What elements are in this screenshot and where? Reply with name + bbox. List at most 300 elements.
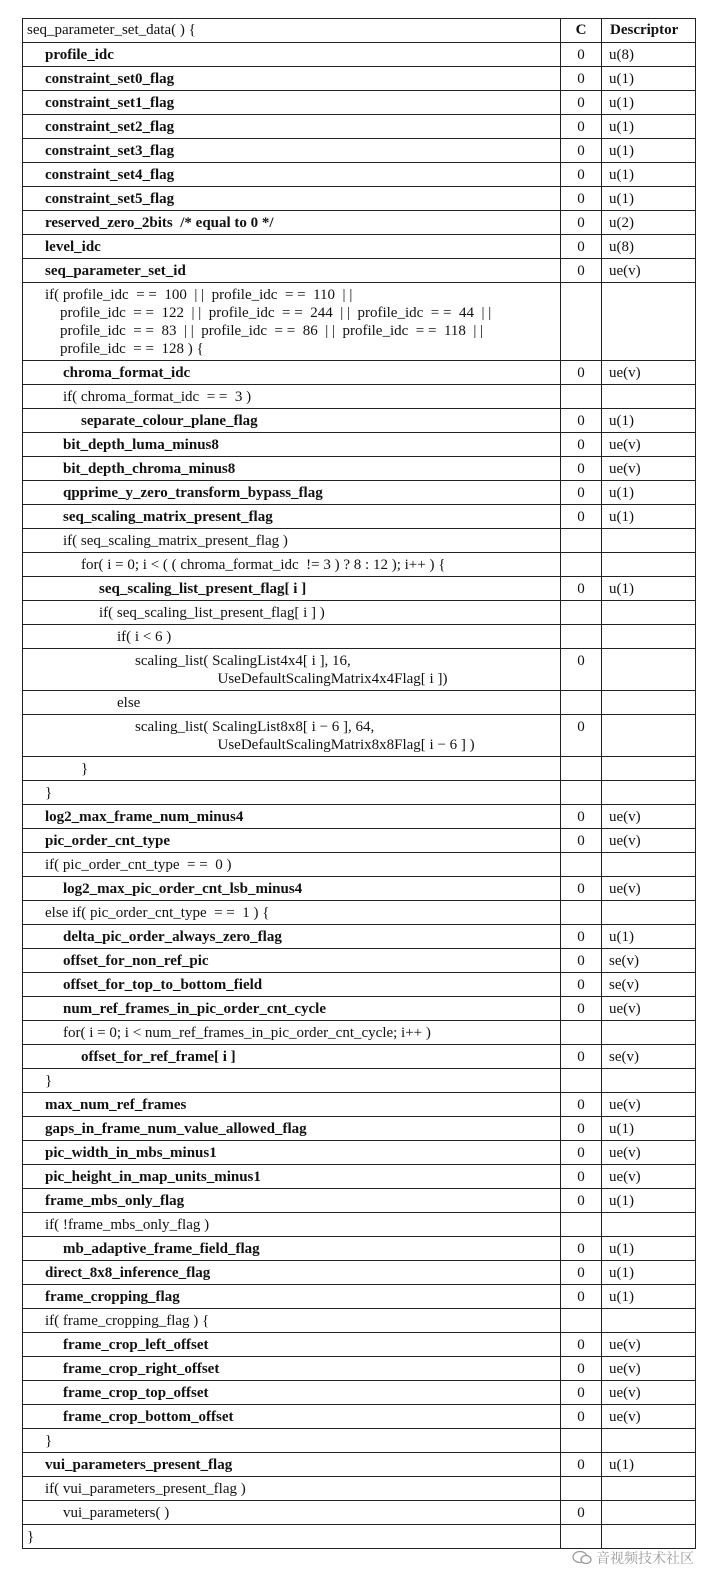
syntax-cell — [23, 211, 561, 235]
table-row — [23, 1333, 696, 1357]
syntax-element: pic_height_in_map_units_minus1 — [45, 1169, 261, 1185]
table-row — [23, 1213, 696, 1237]
table-header-row — [23, 19, 696, 43]
descriptor-cell — [602, 901, 696, 925]
descriptor-cell: ue(v) — [602, 1405, 696, 1429]
table-row — [23, 925, 696, 949]
category-cell: 0 — [561, 139, 602, 163]
syntax-element: frame_mbs_only_flag — [45, 1193, 185, 1209]
descriptor-cell: ue(v) — [602, 457, 696, 481]
syntax-cell — [23, 757, 561, 781]
category-cell — [561, 1213, 602, 1237]
descriptor-cell: u(1) — [602, 67, 696, 91]
syntax-header: seq_parameter_set_data( ) { — [23, 19, 561, 43]
watermark — [572, 1548, 694, 1568]
syntax-cell — [23, 553, 561, 577]
category-cell: 0 — [561, 361, 602, 385]
syntax-cell — [23, 853, 561, 877]
category-cell — [561, 1525, 602, 1549]
syntax-element: constraint_set5_flag — [45, 191, 175, 207]
category-cell: 0 — [561, 433, 602, 457]
table-row — [23, 529, 696, 553]
category-cell: 0 — [561, 649, 602, 691]
syntax-cell — [23, 601, 561, 625]
table-row — [23, 187, 696, 211]
table-row — [23, 1069, 696, 1093]
descriptor-cell: ue(v) — [602, 997, 696, 1021]
category-cell: 0 — [561, 481, 602, 505]
table-row — [23, 1285, 696, 1309]
table-row — [23, 1405, 696, 1429]
category-cell: 0 — [561, 949, 602, 973]
category-cell: 0 — [561, 1093, 602, 1117]
syntax-cell — [23, 1021, 561, 1045]
category-cell: 0 — [561, 829, 602, 853]
category-cell: 0 — [561, 997, 602, 1021]
syntax-element: } — [45, 1433, 53, 1449]
table-row — [23, 781, 696, 805]
descriptor-cell: u(1) — [602, 1237, 696, 1261]
category-cell: 0 — [561, 91, 602, 115]
table-row — [23, 1093, 696, 1117]
syntax-cell — [23, 1429, 561, 1453]
syntax-element: bit_depth_luma_minus8 — [63, 437, 219, 453]
syntax-element: } — [27, 1529, 35, 1545]
syntax-element: chroma_format_idc — [63, 365, 191, 381]
category-cell — [561, 625, 602, 649]
syntax-cell — [23, 715, 561, 757]
syntax-element: if( pic_order_cnt_type = = 0 ) — [45, 857, 232, 873]
syntax-cell — [23, 973, 561, 997]
table-row — [23, 1045, 696, 1069]
descriptor-cell — [602, 1213, 696, 1237]
syntax-element: if( i < 6 ) — [117, 629, 172, 645]
category-cell: 0 — [561, 235, 602, 259]
syntax-comment: /* equal to 0 */ — [172, 215, 274, 231]
syntax-cell — [23, 91, 561, 115]
category-cell: 0 — [561, 1333, 602, 1357]
category-cell: 0 — [561, 211, 602, 235]
syntax-element: scaling_list( ScalingList4x4[ i ], 16, UseDefaultScalingMatrix4x4Flag[ i ]) — [135, 653, 448, 687]
table-row — [23, 553, 696, 577]
descriptor-cell: se(v) — [602, 973, 696, 997]
descriptor-cell — [602, 715, 696, 757]
descriptor-cell — [602, 691, 696, 715]
syntax-element: log2_max_pic_order_cnt_lsb_minus4 — [63, 881, 303, 897]
syntax-element: seq_parameter_set_id — [45, 263, 186, 279]
table-row — [23, 625, 696, 649]
syntax-cell — [23, 529, 561, 553]
syntax-element: vui_parameters_present_flag — [45, 1457, 233, 1473]
category-cell: 0 — [561, 973, 602, 997]
table-row — [23, 361, 696, 385]
category-cell: 0 — [561, 1285, 602, 1309]
category-cell: 0 — [561, 1141, 602, 1165]
table-row — [23, 1309, 696, 1333]
syntax-cell — [23, 1285, 561, 1309]
category-cell: 0 — [561, 1045, 602, 1069]
category-cell — [561, 1477, 602, 1501]
descriptor-header: Descriptor — [602, 19, 696, 43]
table-row — [23, 1237, 696, 1261]
syntax-element: bit_depth_chroma_minus8 — [63, 461, 236, 477]
table-row — [23, 577, 696, 601]
syntax-cell — [23, 877, 561, 901]
syntax-element: if( vui_parameters_present_flag ) — [45, 1481, 246, 1497]
descriptor-cell: se(v) — [602, 1045, 696, 1069]
table-row — [23, 805, 696, 829]
syntax-cell — [23, 1165, 561, 1189]
descriptor-cell — [602, 529, 696, 553]
category-cell — [561, 853, 602, 877]
table-row — [23, 1021, 696, 1045]
table-row — [23, 715, 696, 757]
syntax-element: num_ref_frames_in_pic_order_cnt_cycle — [63, 1001, 326, 1017]
category-cell: 0 — [561, 1453, 602, 1477]
table-row — [23, 877, 696, 901]
syntax-element: constraint_set3_flag — [45, 143, 175, 159]
table-row — [23, 691, 696, 715]
syntax-cell — [23, 1069, 561, 1093]
syntax-cell — [23, 1093, 561, 1117]
table-row — [23, 1141, 696, 1165]
descriptor-cell: u(2) — [602, 211, 696, 235]
syntax-cell — [23, 949, 561, 973]
syntax-element: scaling_list( ScalingList8x8[ i − 6 ], 64, UseDefaultScalingMatrix8x8Flag[ i − 6 ] ) — [135, 719, 475, 753]
table-row — [23, 1117, 696, 1141]
table-row — [23, 901, 696, 925]
syntax-cell — [23, 385, 561, 409]
descriptor-cell: ue(v) — [602, 259, 696, 283]
syntax-element: qpprime_y_zero_transform_bypass_flag — [63, 485, 323, 501]
syntax-cell — [23, 433, 561, 457]
syntax-cell — [23, 691, 561, 715]
syntax-element: constraint_set0_flag — [45, 71, 175, 87]
category-header: C — [561, 19, 602, 43]
category-cell: 0 — [561, 67, 602, 91]
syntax-element: } — [45, 1073, 53, 1089]
descriptor-cell: ue(v) — [602, 829, 696, 853]
syntax-cell — [23, 457, 561, 481]
syntax-cell — [23, 577, 561, 601]
syntax-cell — [23, 235, 561, 259]
syntax-cell — [23, 1381, 561, 1405]
descriptor-cell — [602, 1309, 696, 1333]
syntax-cell — [23, 781, 561, 805]
syntax-element: for( i = 0; i < ( ( chroma_format_idc != 3 ) ? 8 : 12 ); i++ ) { — [81, 557, 446, 573]
syntax-element: if( seq_scaling_matrix_present_flag ) — [63, 533, 288, 549]
syntax-cell — [23, 901, 561, 925]
table-row — [23, 853, 696, 877]
category-cell: 0 — [561, 1405, 602, 1429]
table-row — [23, 601, 696, 625]
syntax-element: constraint_set2_flag — [45, 119, 175, 135]
syntax-element: frame_crop_right_offset — [63, 1361, 220, 1377]
syntax-cell — [23, 625, 561, 649]
syntax-cell — [23, 1501, 561, 1525]
syntax-element: frame_crop_left_offset — [63, 1337, 209, 1353]
syntax-element: } — [45, 785, 53, 801]
syntax-element: mb_adaptive_frame_field_flag — [63, 1241, 260, 1257]
descriptor-cell: u(1) — [602, 481, 696, 505]
table-row — [23, 1429, 696, 1453]
descriptor-cell — [602, 283, 696, 361]
category-cell — [561, 1021, 602, 1045]
category-cell: 0 — [561, 1165, 602, 1189]
category-cell: 0 — [561, 409, 602, 433]
descriptor-cell: ue(v) — [602, 1333, 696, 1357]
syntax-cell — [23, 43, 561, 67]
syntax-element: max_num_ref_frames — [45, 1097, 187, 1113]
syntax-cell — [23, 1309, 561, 1333]
category-cell: 0 — [561, 163, 602, 187]
syntax-element: for( i = 0; i < num_ref_frames_in_pic_order_cnt_cycle; i++ ) — [63, 1025, 431, 1041]
category-cell: 0 — [561, 1357, 602, 1381]
syntax-element: constraint_set1_flag — [45, 95, 175, 111]
descriptor-cell: ue(v) — [602, 1165, 696, 1189]
category-cell: 0 — [561, 187, 602, 211]
syntax-cell — [23, 1405, 561, 1429]
category-cell — [561, 691, 602, 715]
syntax-cell — [23, 409, 561, 433]
category-cell: 0 — [561, 925, 602, 949]
syntax-cell — [23, 1525, 561, 1549]
descriptor-cell: se(v) — [602, 949, 696, 973]
descriptor-cell: u(1) — [602, 139, 696, 163]
wechat-icon — [572, 1551, 592, 1565]
category-cell: 0 — [561, 43, 602, 67]
table-row — [23, 1261, 696, 1285]
syntax-element: if( profile_idc = = 100 | | profile_idc = = 110 | | profile_idc = = 122 | | profile_idc = = 244 | | profile_idc = = 44 | | profile_idc = = 83 | | profile_idc = = 86 | | profile_idc = = 118 | | profile_idc = = 128 ) { — [45, 287, 492, 357]
category-cell — [561, 757, 602, 781]
category-cell — [561, 1069, 602, 1093]
syntax-element: frame_crop_bottom_offset — [63, 1409, 234, 1425]
descriptor-cell — [602, 1501, 696, 1525]
table-row — [23, 259, 696, 283]
syntax-element: seq_scaling_matrix_present_flag — [63, 509, 273, 525]
syntax-element: offset_for_non_ref_pic — [63, 953, 209, 969]
table-row — [23, 1381, 696, 1405]
syntax-element: profile_idc — [45, 47, 114, 63]
syntax-cell — [23, 1261, 561, 1285]
syntax-element: reserved_zero_2bits — [45, 215, 173, 231]
descriptor-cell: u(1) — [602, 1285, 696, 1309]
syntax-element: offset_for_top_to_bottom_field — [63, 977, 263, 993]
descriptor-cell: ue(v) — [602, 1093, 696, 1117]
category-cell — [561, 529, 602, 553]
table-row — [23, 997, 696, 1021]
descriptor-cell: u(8) — [602, 235, 696, 259]
syntax-cell — [23, 1237, 561, 1261]
descriptor-cell: u(1) — [602, 1117, 696, 1141]
descriptor-cell: u(1) — [602, 577, 696, 601]
table-row — [23, 505, 696, 529]
table-row — [23, 829, 696, 853]
syntax-element: else — [117, 695, 141, 711]
descriptor-cell — [602, 757, 696, 781]
descriptor-cell: u(1) — [602, 1189, 696, 1213]
syntax-cell — [23, 1045, 561, 1069]
descriptor-cell: u(1) — [602, 505, 696, 529]
table-row — [23, 1453, 696, 1477]
table-row — [23, 163, 696, 187]
category-cell: 0 — [561, 1501, 602, 1525]
category-cell — [561, 781, 602, 805]
syntax-element: log2_max_frame_num_minus4 — [45, 809, 244, 825]
category-cell — [561, 1429, 602, 1453]
category-cell — [561, 385, 602, 409]
syntax-cell — [23, 115, 561, 139]
syntax-cell — [23, 649, 561, 691]
table-row — [23, 139, 696, 163]
descriptor-cell: ue(v) — [602, 1357, 696, 1381]
syntax-element: direct_8x8_inference_flag — [45, 1265, 211, 1281]
table-row — [23, 283, 696, 361]
table-row — [23, 481, 696, 505]
syntax-cell — [23, 1117, 561, 1141]
syntax-cell — [23, 259, 561, 283]
table-row — [23, 67, 696, 91]
syntax-element: offset_for_ref_frame[ i ] — [81, 1049, 236, 1065]
descriptor-cell — [602, 781, 696, 805]
descriptor-cell — [602, 1429, 696, 1453]
descriptor-cell — [602, 1021, 696, 1045]
syntax-cell — [23, 187, 561, 211]
table-row — [23, 1165, 696, 1189]
syntax-element: delta_pic_order_always_zero_flag — [63, 929, 282, 945]
descriptor-cell: u(1) — [602, 163, 696, 187]
table-row — [23, 457, 696, 481]
table-row — [23, 433, 696, 457]
descriptor-cell — [602, 553, 696, 577]
category-cell — [561, 553, 602, 577]
category-cell: 0 — [561, 115, 602, 139]
descriptor-cell — [602, 1069, 696, 1093]
syntax-element: vui_parameters( ) — [63, 1505, 170, 1521]
category-cell: 0 — [561, 259, 602, 283]
descriptor-cell: u(1) — [602, 115, 696, 139]
syntax-cell — [23, 1357, 561, 1381]
table-row — [23, 115, 696, 139]
descriptor-cell — [602, 1477, 696, 1501]
syntax-element: if( frame_cropping_flag ) { — [45, 1313, 210, 1329]
descriptor-cell: ue(v) — [602, 1141, 696, 1165]
table-row — [23, 1477, 696, 1501]
syntax-cell — [23, 829, 561, 853]
syntax-element: else if( pic_order_cnt_type = = 1 ) { — [45, 905, 270, 921]
category-cell: 0 — [561, 877, 602, 901]
syntax-element: constraint_set4_flag — [45, 167, 175, 183]
syntax-element: frame_cropping_flag — [45, 1289, 180, 1305]
syntax-cell — [23, 1141, 561, 1165]
category-cell: 0 — [561, 577, 602, 601]
table-row — [23, 1189, 696, 1213]
category-cell: 0 — [561, 505, 602, 529]
syntax-cell — [23, 67, 561, 91]
descriptor-cell — [602, 853, 696, 877]
descriptor-cell: ue(v) — [602, 805, 696, 829]
syntax-element: seq_scaling_list_present_flag[ i ] — [99, 581, 307, 597]
syntax-cell — [23, 505, 561, 529]
category-cell: 0 — [561, 805, 602, 829]
table-body — [23, 43, 696, 1549]
watermark-text: 音视频技术社区 — [596, 1551, 694, 1567]
syntax-cell — [23, 1453, 561, 1477]
syntax-cell — [23, 925, 561, 949]
descriptor-cell: u(1) — [602, 925, 696, 949]
table-row — [23, 211, 696, 235]
category-cell: 0 — [561, 1237, 602, 1261]
descriptor-cell: u(1) — [602, 1261, 696, 1285]
table-row — [23, 1501, 696, 1525]
category-cell: 0 — [561, 1117, 602, 1141]
table-row — [23, 1357, 696, 1381]
syntax-element: if( chroma_format_idc = = 3 ) — [63, 389, 252, 405]
table-row — [23, 235, 696, 259]
table-row — [23, 1525, 696, 1549]
syntax-table — [22, 18, 696, 1549]
syntax-element: pic_order_cnt_type — [45, 833, 170, 849]
category-cell: 0 — [561, 457, 602, 481]
syntax-element: } — [81, 761, 89, 777]
category-cell: 0 — [561, 1261, 602, 1285]
category-cell: 0 — [561, 715, 602, 757]
syntax-element: frame_crop_top_offset — [63, 1385, 209, 1401]
syntax-element: pic_width_in_mbs_minus1 — [45, 1145, 217, 1161]
syntax-element: separate_colour_plane_flag — [81, 413, 258, 429]
syntax-cell — [23, 1333, 561, 1357]
table-row — [23, 757, 696, 781]
descriptor-cell: u(1) — [602, 91, 696, 115]
descriptor-cell — [602, 601, 696, 625]
descriptor-cell — [602, 385, 696, 409]
syntax-element: level_idc — [45, 239, 101, 255]
descriptor-cell: ue(v) — [602, 361, 696, 385]
descriptor-cell — [602, 1525, 696, 1549]
descriptor-cell — [602, 625, 696, 649]
syntax-element: if( seq_scaling_list_present_flag[ i ] ) — [99, 605, 325, 621]
descriptor-cell: ue(v) — [602, 1381, 696, 1405]
table-row — [23, 385, 696, 409]
descriptor-cell — [602, 649, 696, 691]
table-row — [23, 43, 696, 67]
syntax-cell — [23, 1213, 561, 1237]
syntax-cell — [23, 163, 561, 187]
descriptor-cell: u(8) — [602, 43, 696, 67]
descriptor-cell: ue(v) — [602, 877, 696, 901]
table-row — [23, 409, 696, 433]
category-cell — [561, 1309, 602, 1333]
syntax-cell — [23, 805, 561, 829]
descriptor-cell: u(1) — [602, 187, 696, 211]
syntax-cell — [23, 283, 561, 361]
category-cell — [561, 283, 602, 361]
syntax-cell — [23, 139, 561, 163]
category-cell — [561, 601, 602, 625]
syntax-cell — [23, 997, 561, 1021]
table-row — [23, 949, 696, 973]
table-row — [23, 91, 696, 115]
syntax-element: gaps_in_frame_num_value_allowed_flag — [45, 1121, 307, 1137]
descriptor-cell: u(1) — [602, 409, 696, 433]
category-cell: 0 — [561, 1381, 602, 1405]
descriptor-cell: u(1) — [602, 1453, 696, 1477]
descriptor-cell: ue(v) — [602, 433, 696, 457]
syntax-cell — [23, 361, 561, 385]
category-cell — [561, 901, 602, 925]
syntax-cell — [23, 481, 561, 505]
category-cell: 0 — [561, 1189, 602, 1213]
